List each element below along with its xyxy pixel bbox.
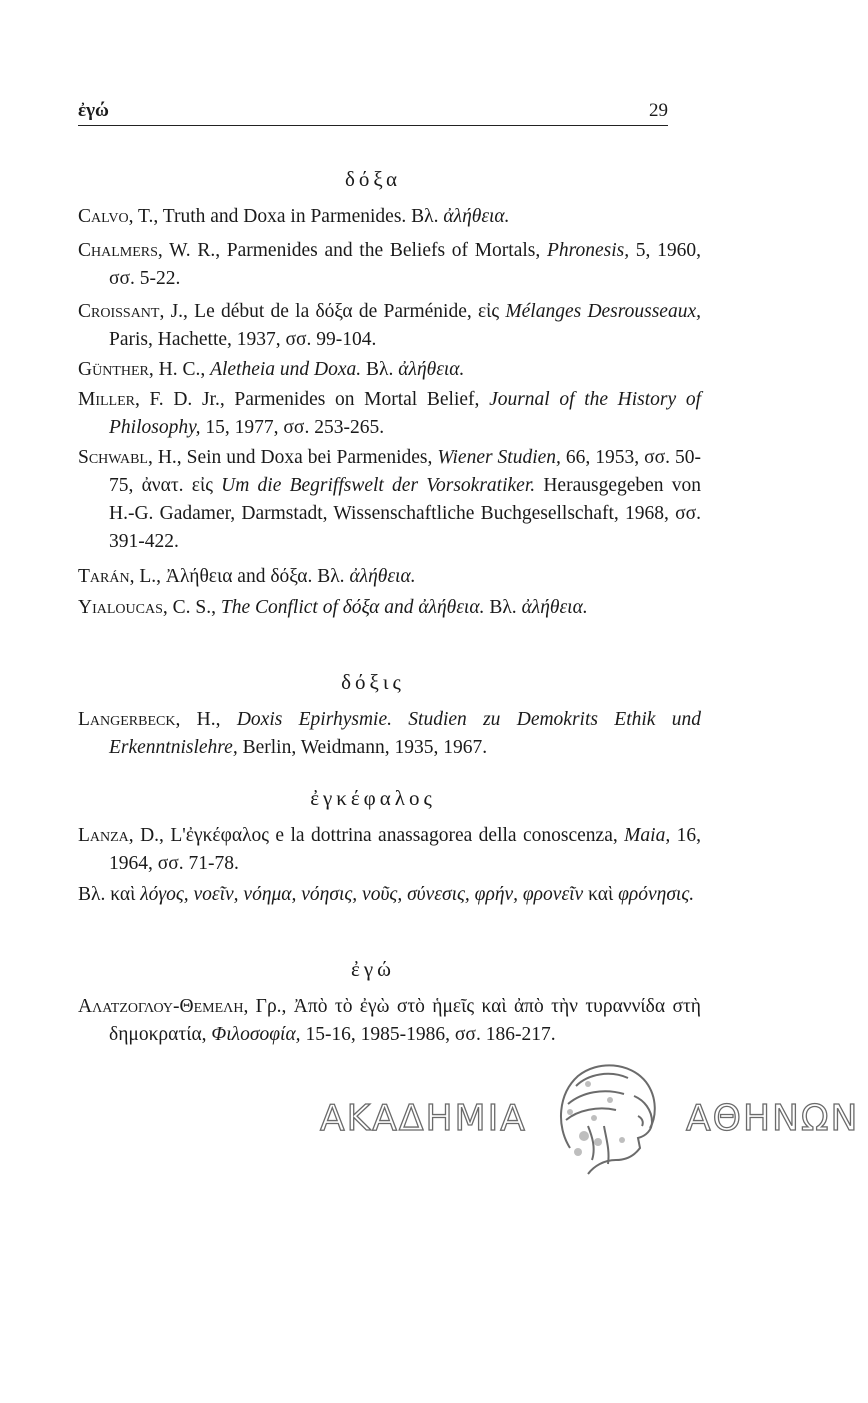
- page-number: 29: [649, 100, 668, 121]
- section-heading-ego: ἐγώ: [351, 957, 395, 981]
- cross-reference-entry: Βλ. καὶ λόγος, νοεῖν, νόημα, νόησις, νοῦς, σύνεσις, φρήν, φρονεῖν καὶ φρόνησις.: [78, 884, 695, 905]
- running-head: ἐγώ: [78, 100, 109, 121]
- bib-entry-lanza: Lanza, D., L'ἐγκέφαλος e la dottrina anassagorea della conoscenza, Maia, 16, 1964, σσ. 71-78.: [78, 825, 701, 874]
- athena-head-seal-icon: [548, 1056, 666, 1176]
- section-heading-doxis: δόξις: [341, 670, 405, 694]
- bib-entry-gunther: Günther, H. C., Aletheia und Doxa. Βλ. ἀλήθεια.: [78, 359, 465, 380]
- bib-entry-chalmers: Chalmers, W. R., Parmenides and the Beliefs of Mortals, Phronesis, 5, 1960, σσ. 5-22.: [78, 240, 701, 289]
- section-heading-enkephalos: ἐγκέφαλος: [310, 786, 436, 810]
- section-heading-doxa: δόξα: [345, 167, 401, 191]
- bib-entry-miller: Miller, F. D. Jr., Parmenides on Mortal Belief, Journal of the History of Philosophy, 15, 1977, σσ. 253-265.: [78, 389, 701, 438]
- watermark-right-text: ΑΘΗΝΩΝ: [686, 1098, 860, 1139]
- bib-entry-langerbeck: Langerbeck, H., Doxis Epirhysmie. Studien zu Demokrits Ethik und Erkenntnislehre, Berlin, Weidmann, 1935, 1967.: [78, 709, 701, 758]
- bib-entry-taran: Tarán, L., Ἀλήθεια and δόξα. Βλ. ἀλήθεια.: [78, 566, 416, 587]
- watermark-left-text: ΑΚΑΔΗΜΙΑ: [320, 1098, 527, 1139]
- bib-entry-yialoucas: Yialoucas, C. S., The Conflict of δόξα and ἀλήθεια. Βλ. ἀλήθεια.: [78, 597, 588, 618]
- bib-entry-alatzoglou: Αλατζογλου-Θεμελη, Γρ., Ἀπὸ τὸ ἐγὼ στὸ ἡμεῖς καὶ ἀπὸ τὴν τυραννίδα στὴ δημοκρατία, Φιλοσοφία, 15-16, 1985-1986, σσ. 186-217.: [78, 996, 701, 1045]
- bib-entry-schwabl: Schwabl, H., Sein und Doxa bei Parmenides, Wiener Studien, 66, 1953, σσ. 50-75, ἀνατ. εἰς Um die Begriffswelt der Vorsokratiker. Herausgegeben von H.-G. Gadamer, Darmstadt, Wissenschaftliche Buchgesellschaft, 1968, σσ. 391-422.: [78, 447, 701, 552]
- bib-entry-croissant: Croissant, J., Le début de la δόξα de Parménide, εἰς Mélanges Desrousseaux, Paris, Hachette, 1937, σσ. 99-104.: [78, 301, 701, 350]
- bib-entry-calvo: Calvo, T., Truth and Doxa in Parmenides. Βλ. ἀλήθεια.: [78, 206, 510, 227]
- page-header: [78, 98, 668, 126]
